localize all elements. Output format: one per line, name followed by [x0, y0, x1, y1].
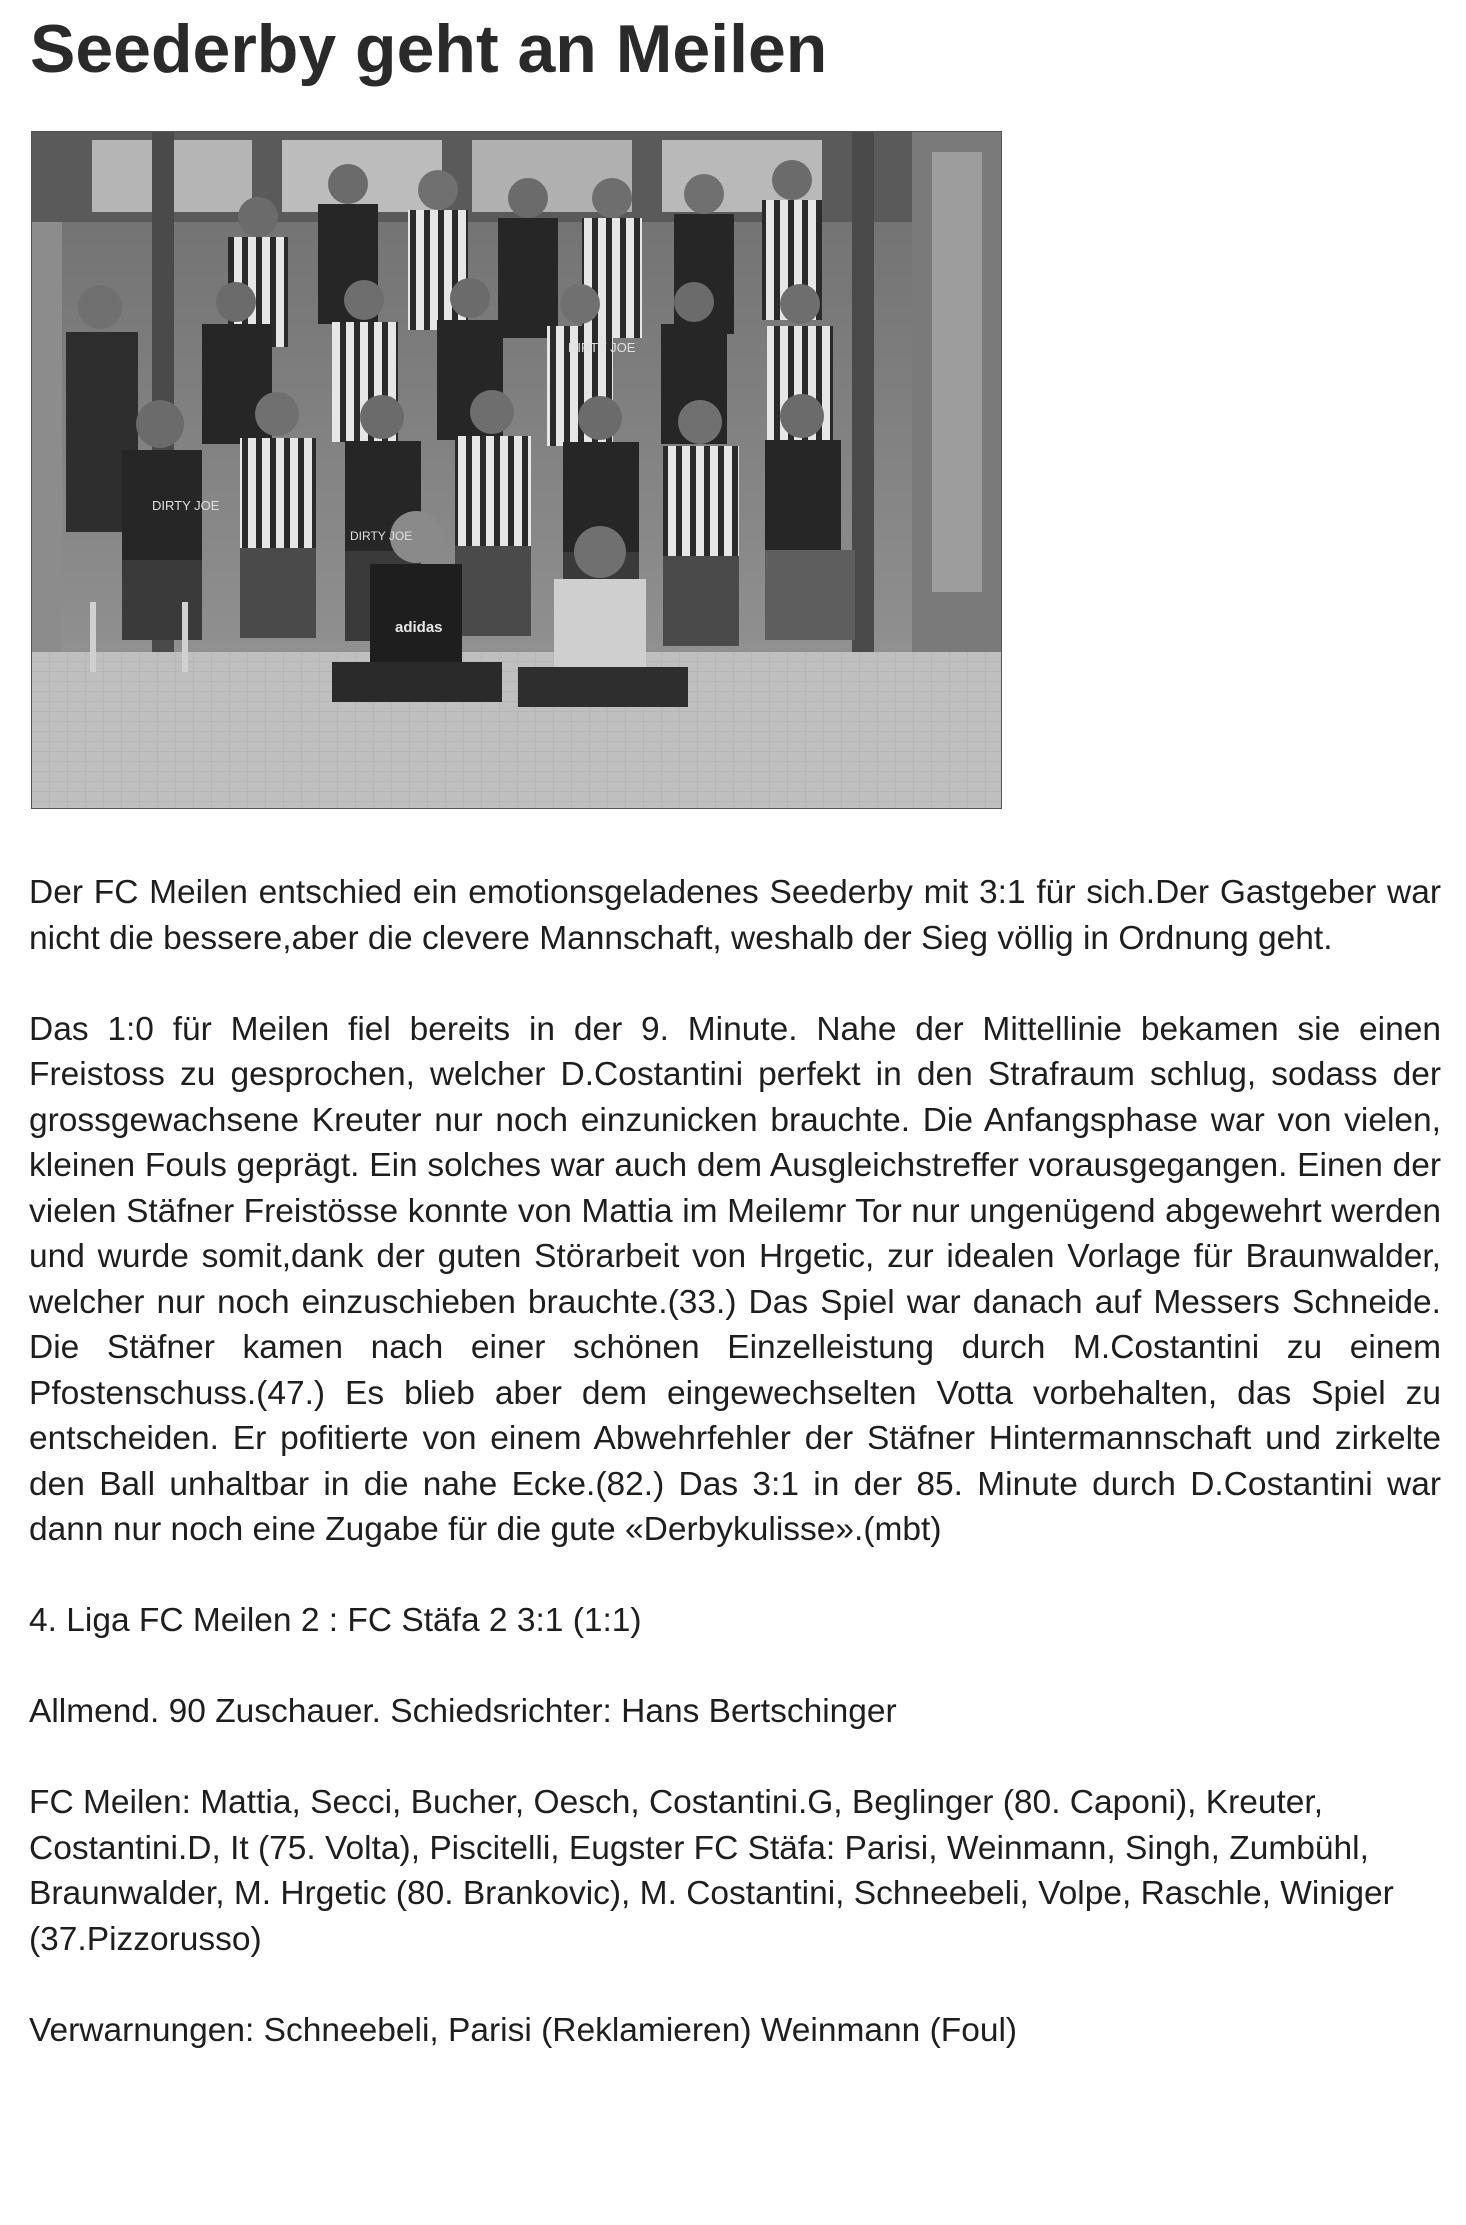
jersey-sponsor-text: DIRTY JOE: [350, 529, 413, 543]
team-lineups: FC Meilen: Mattia, Secci, Bucher, Oesch, Costantini.G, Beglinger (80. Caponi), Kreuter, Costantini.D, It (75. Volta), Piscitelli, Eugster FC Stäfa: Parisi, Weinmann, Singh, Zumbühl, Braunwalder, M. Hrgetic (80. Brankovic), M. Costantini, Schneebeli, Volpe, Raschle, Winiger (37.Pizzorusso): [29, 1784, 1394, 1958]
warnings-line: Verwarnungen: Schneebeli, Parisi (Reklamieren) Weinmann (Foul): [29, 2011, 1018, 2049]
match-result-line: 4. Liga FC Meilen 2 : FC Stäfa 2 3:1 (1:1): [29, 1602, 642, 1639]
jersey-sponsor-text: DIRTY JOE: [152, 498, 220, 513]
article-headline: Seederby geht an Meilen: [30, 11, 828, 87]
shirt-brand-text: adidas: [395, 619, 443, 636]
venue-referee-line: Allmend. 90 Zuschauer. Schiedsrichter: Hans Bertschinger: [29, 1693, 897, 1730]
article-match-report-paragraph: Das 1:0 für Meilen fiel bereits in der 9. Minute. Nahe der Mittellinie bekamen sie einen Freistoss zu gesprochen, welcher D.Costantini perfekt in den Strafraum schlug, sodass der grossgewachsene Kreuter nur noch einzunicken brauchte. Die Anfangsphase war von vielen, kleinen Fouls geprägt. Ein solches war auch dem Ausgleichstreffer vorausgegangen. Einen der vielen Stäfner Freistösse konnte von Mattia im Meilemr Tor nur ungenügend abgewehrt werden und wurde somit,dank der guten Störarbeit von Hrgetic, zur idealen Vorlage für Braunwalder, welcher nur noch einzuschieben brauchte.(33.) Das Spiel war danach auf Messers Schneide. Die Stäfner kamen nach einer schönen Einzelleistung durch M.Costantini zu einem Pfostenschuss.(47.) Es blieb aber dem eingewechselten Votta vorbehalten, das Spiel zu entscheiden. Er pofitierte von einem Abwehrfehler der Stäfner Hintermannschaft und zirkelte den Ball unhaltbar in die nahe Ecke.(82.) Das 3:1 in der 85. Minute durch D.Costantini war dann nur noch eine Zugabe für die gute «Derbykulisse».(mbt): [29, 1010, 1441, 1548]
article-body: [29, 870, 1441, 2099]
jersey-sponsor-text: DIRTY JOE: [568, 340, 636, 355]
team-photo: [31, 131, 1002, 809]
article-lead-paragraph: Der FC Meilen entschied ein emotionsgeladenes Seederby mit 3:1 für sich.Der Gastgeber war nicht die bessere,aber die clevere Mannschaft, weshalb der Sieg völlig in Ordnung geht.: [29, 874, 1441, 957]
